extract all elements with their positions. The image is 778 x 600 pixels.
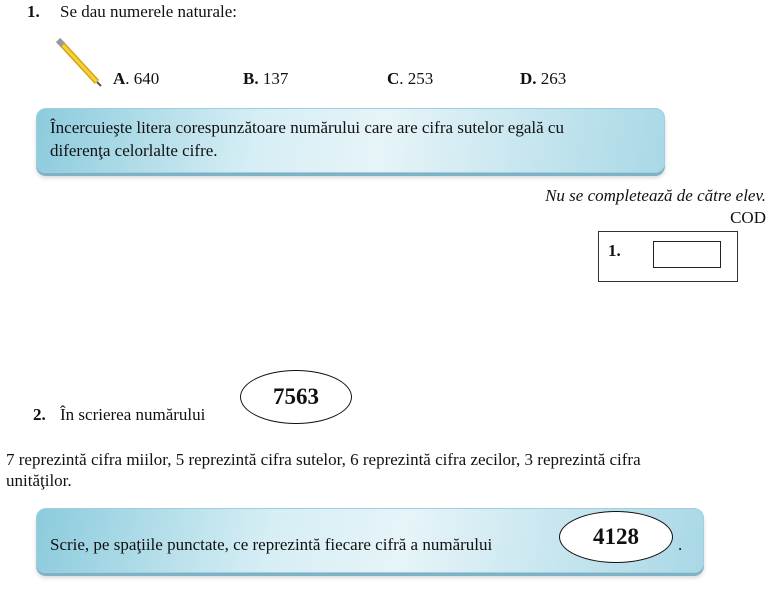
instruction-text: Scrie, pe spaţiile punctate, ce reprezintă fiecare cifră a numărului [50, 535, 493, 554]
option-d[interactable]: D. 263 [520, 69, 567, 88]
pencil-icon [55, 38, 105, 88]
instruction-line-1: Încercuieşte litera corespunzătoare numărului care are cifra sutelor egală cu [50, 118, 564, 137]
task-number-ellipse: 4128 [559, 511, 673, 563]
end-punctuation: . [678, 535, 683, 554]
example-number-ellipse: 7563 [240, 370, 352, 424]
grading-box [598, 231, 738, 282]
question-2-number: 2. [33, 405, 46, 424]
explanation-line-2: unităţilor. [6, 471, 72, 490]
option-a[interactable]: A. 640 [113, 69, 160, 88]
score-field [653, 241, 721, 268]
question-1-intro: Se dau numerele naturale: [60, 2, 238, 21]
question-1-number: 1. [27, 2, 40, 21]
question-2-intro: În scrierea numărului [60, 405, 206, 424]
grading-note: Nu se completează de către elev. [545, 186, 766, 205]
instruction-box-2 [36, 508, 704, 573]
grading-item-label: 1. [608, 241, 621, 260]
option-b[interactable]: B. 137 [243, 69, 289, 88]
instruction-box-1 [36, 108, 665, 173]
cod-label: COD [730, 208, 766, 227]
option-c[interactable]: C. 253 [387, 69, 434, 88]
instruction-line-2: diferenţa celorlalte cifre. [50, 141, 218, 160]
explanation-line-1: 7 reprezintă cifra miilor, 5 reprezintă cifra sutelor, 6 reprezintă cifra zecilor, 3 reprezintă cifra [6, 450, 641, 469]
